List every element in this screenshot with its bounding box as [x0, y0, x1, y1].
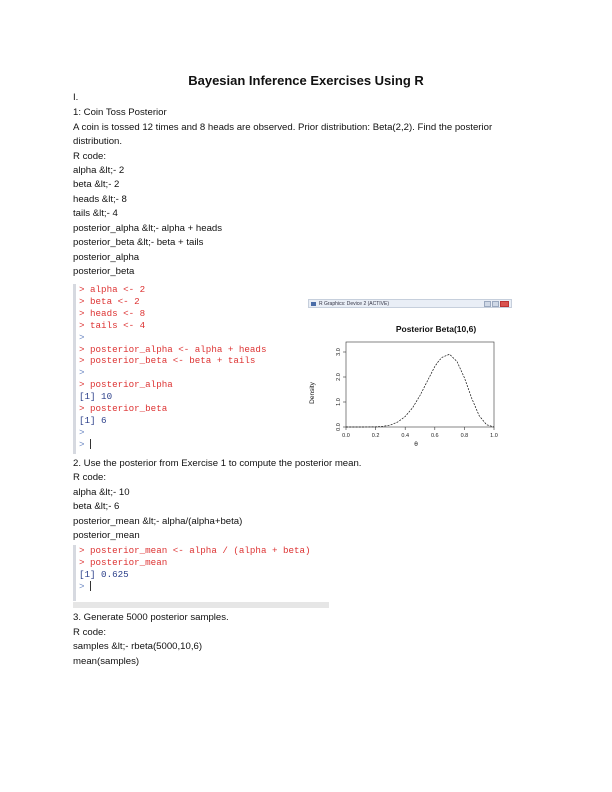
code-line: samples &lt;- rbeta(5000,10,6) [73, 641, 203, 652]
console-line: > heads <- 8 [79, 307, 146, 319]
y-tick-label: 0.0 [336, 423, 342, 431]
code-line: posterior_alpha [73, 252, 140, 263]
console-line: > posterior_beta [79, 403, 168, 415]
x-tick-label: 0.8 [460, 433, 469, 439]
r-console-1[interactable] [73, 284, 298, 454]
text-caret [90, 439, 91, 449]
x-tick-label: 1.0 [490, 433, 498, 439]
console-line: > [79, 331, 85, 343]
console-prompt: > [79, 438, 85, 450]
ex3-heading: 3. Generate 5000 posterior samples. [73, 612, 229, 623]
minimize-button[interactable] [484, 301, 491, 307]
x-tick-label: 0.2 [371, 433, 380, 439]
window-title: R Graphics: Device 2 (ACTIVE) [319, 301, 390, 307]
section-marker: I. [73, 92, 79, 103]
code-line: alpha &lt;- 10 [73, 487, 130, 498]
code-line: posterior_alpha &lt;- alpha + heads [73, 223, 223, 234]
horizontal-scrollbar[interactable] [73, 602, 329, 608]
x-tick-label: 0.6 [430, 433, 439, 439]
x-tick-label: 0.4 [401, 433, 410, 439]
console-line: > beta <- 2 [79, 295, 140, 307]
code-line: tails &lt;- 4 [73, 208, 118, 219]
console-output: [1] 6 [79, 414, 107, 426]
code-line: posterior_beta &lt;- beta + tails [73, 237, 204, 248]
maximize-button[interactable] [492, 301, 499, 307]
plot-title: Posterior Beta(10,6) [395, 324, 477, 334]
console-line: > posterior_mean <- alpha / (alpha + beta) [79, 545, 311, 556]
ex2-heading: 2. Use the posterior from Exercise 1 to compute the posterior mean. [73, 458, 362, 469]
code-line: beta &lt;- 2 [73, 179, 120, 190]
console-output: [1] 10 [79, 391, 113, 403]
code-line: posterior_mean &lt;- alpha/(alpha+beta) [73, 516, 243, 527]
console-input-line[interactable] [73, 439, 298, 451]
console-line: > posterior_beta <- beta + tails [79, 355, 256, 367]
r-console-2[interactable] [73, 545, 333, 601]
code-line: posterior_beta [73, 266, 135, 277]
y-tick-label: 3.0 [336, 348, 342, 356]
console-input-line[interactable] [73, 581, 333, 593]
code-line: beta &lt;- 6 [73, 501, 120, 512]
ex1-rcode-label: R code: [73, 151, 107, 162]
y-tick-label: 2.0 [336, 373, 342, 381]
console-line: > [79, 426, 85, 438]
console-line: > posterior_alpha <- alpha + heads [79, 343, 267, 355]
code-line: mean(samples) [73, 656, 140, 667]
console-prompt: > [79, 580, 85, 592]
y-axis-label: Density [309, 382, 316, 404]
console-line: > tails <- 4 [79, 319, 146, 331]
y-tick-label: 1.0 [336, 398, 342, 406]
console-line: > [79, 367, 85, 379]
plot-frame [346, 342, 494, 427]
code-line: alpha &lt;- 2 [73, 165, 125, 176]
ex1-description-cont: distribution. [73, 136, 123, 147]
r-app-icon [311, 302, 316, 306]
console-line: > posterior_alpha [79, 379, 173, 391]
ex1-description: A coin is tossed 12 times and 8 heads are observed. Prior distribution: Beta(2,2). Find the posterior [73, 122, 493, 133]
console-output: [1] 0.625 [79, 568, 129, 580]
code-line: heads &lt;- 8 [73, 194, 127, 205]
density-plot [308, 308, 512, 449]
x-tick-label: 0.0 [342, 433, 350, 439]
code-line: posterior_mean [73, 530, 140, 541]
r-graphics-window[interactable] [308, 299, 512, 449]
console-line: > alpha <- 2 [79, 284, 146, 295]
console-gutter [73, 284, 76, 454]
page-title: Bayesian Inference Exercises Using R [188, 73, 424, 88]
console-gutter [73, 545, 76, 601]
ex3-rcode-label: R code: [73, 627, 107, 638]
ex1-heading: 1: Coin Toss Posterior [73, 107, 167, 118]
window-titlebar[interactable] [308, 299, 512, 308]
ex2-rcode-label: R code: [73, 472, 107, 483]
text-caret [90, 581, 91, 591]
density-curve [346, 354, 494, 427]
x-axis-label: θ [414, 441, 418, 448]
console-line: > posterior_mean [79, 556, 168, 568]
close-button[interactable] [500, 301, 509, 307]
